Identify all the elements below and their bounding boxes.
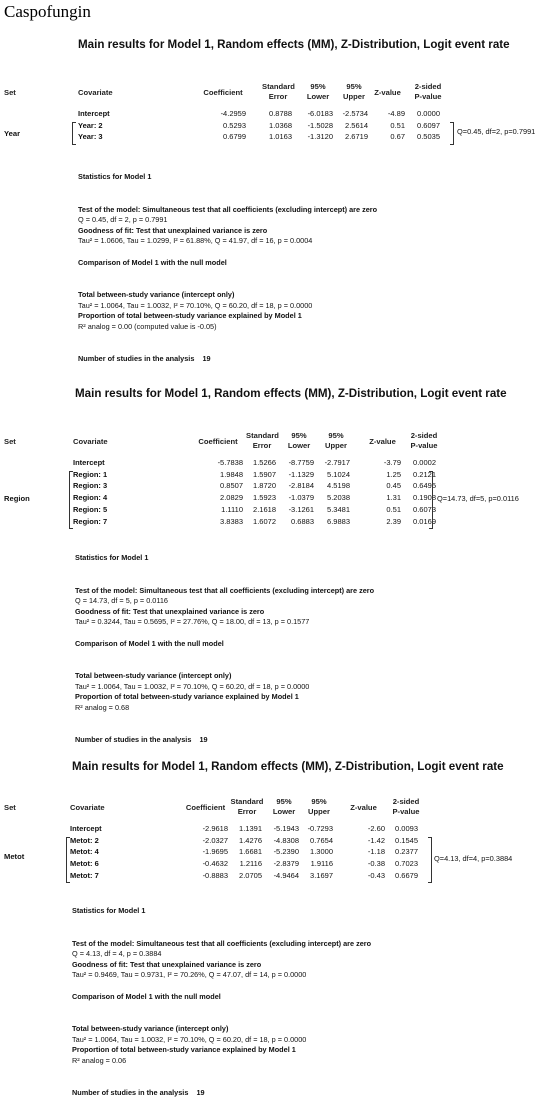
spacer [78,332,377,343]
header-standard-error-line1: Standard [262,82,295,91]
cell-covariate: Metot: 4 [70,847,99,857]
header-upper-95-line1: 95% [346,82,362,91]
header-p-value-line2: P-value [392,806,420,816]
test-value: Q = 14.73, df = 5, p = 0.0116 [75,596,168,605]
test-value: Q = 0.45, df = 2, p = 0.7991 [78,215,168,224]
cell-upper-95: 2.5614 [345,120,368,130]
cell-upper-95: 3.1697 [310,870,333,880]
gof-heading: Goodness of fit: Test that unexplained variance is zero [72,959,262,969]
cell-coefficient: 3.8383 [220,516,243,526]
spacer [78,183,377,194]
spacer [72,917,371,928]
table-row [0,824,550,834]
cell-p-value: 0.0000 [417,109,440,118]
cell-covariate: Metot: 2 [70,835,99,845]
cell-upper-95: -2.7917 [324,458,350,467]
header-coefficient: Coefficient [185,803,226,812]
q-test-note: Q=0.45, df=2, p=0.7991 [457,127,536,136]
header-covariate: Covariate [78,88,113,97]
total-variance-value: Tau² = 1.0064, Tau = 1.0032, I² = 70.10%, Q = 60.20, df = 18, p = 0.0000 [75,681,310,691]
cell-covariate: Year: 2 [78,120,103,130]
cell-upper-95: 1.9116 [310,859,333,869]
cell-standard-error: 1.6681 [239,847,262,857]
cell-upper-95: 6.9883 [327,516,350,526]
cell-p-value: 0.0002 [413,458,436,467]
header-covariate: Covariate [70,803,105,812]
header-lower-95-line1: 95% [276,797,292,806]
cell-coefficient: -1.9695 [202,847,228,857]
header-set: Set [4,803,16,812]
spacer [75,628,374,639]
comparison-heading: Comparison of Model 1 with the null model [72,991,221,1001]
cell-lower-95: -2.8184 [288,481,314,491]
cell-standard-error: 1.4276 [239,835,262,845]
studies-label: Number of studies in the analysis [75,735,192,744]
total-variance-heading: Total between-study variance (intercept only) [75,671,232,680]
header-upper-95-line2: Upper [325,440,347,450]
statistics-block [75,553,374,746]
r2-value: R² analog = 0.06 [72,1055,127,1065]
cell-p-value: 0.6097 [417,120,440,130]
proportion-heading: Proportion of total between-study variance explained by Model 1 [72,1045,296,1054]
cell-z-value: -1.18 [367,847,385,857]
table-row [0,109,550,119]
bracket-right [429,471,433,530]
cell-z-value: 2.39 [386,516,401,526]
cell-standard-error: 1.6072 [253,516,276,526]
cell-upper-95: -2.5734 [342,109,368,118]
studies-value: 19 [196,1088,205,1097]
header-standard-error [262,82,294,101]
cell-coefficient: 0.6799 [223,132,246,141]
cell-lower-95: -5.2390 [273,847,299,857]
spacer [78,343,377,354]
header-set: Set [4,437,16,446]
header-standard-error-line2: Error [268,91,288,101]
cell-covariate: Intercept [70,824,102,833]
cell-covariate: Metot: 6 [70,859,99,869]
cell-standard-error: 1.2116 [239,859,262,869]
bracket-left [72,122,76,145]
header-lower-95 [268,797,300,816]
total-variance-heading: Total between-study variance (intercept only) [78,290,235,299]
cell-standard-error: 1.0368 [269,120,292,130]
cell-p-value: 0.2377 [395,847,418,857]
gof-value: Tau² = 0.3244, Tau = 0.5695, I² = 27.76%, Q = 18.00, df = 13, p = 0.1577 [75,617,310,626]
cell-covariate: Intercept [73,458,105,467]
cell-upper-95: 0.7654 [310,835,333,845]
spacer [75,575,374,586]
header-lower-95-line2: Lower [287,440,311,450]
table-row [0,517,550,527]
header-lower-95-line1: 95% [291,431,307,440]
cell-standard-error: 1.5266 [253,458,276,467]
cell-p-value: 0.2121 [413,469,436,479]
header-standard-error-line2: Error [252,440,272,450]
cell-upper-95: 5.3481 [327,504,350,514]
bracket-right [450,122,454,145]
cell-lower-95: -8.7759 [288,458,314,467]
cell-p-value: 0.1908 [413,493,436,503]
total-variance-heading: Total between-study variance (intercept only) [72,1024,229,1033]
spacer [75,713,374,724]
table-row [0,481,550,491]
table-row [0,470,550,480]
cell-covariate: Intercept [78,109,110,118]
cell-coefficient: 0.5293 [223,120,246,130]
cell-lower-95: -1.5028 [307,120,333,130]
cell-covariate: Region: 5 [73,504,108,514]
cell-p-value: 0.0093 [395,824,418,833]
test-heading: Test of the model: Simultaneous test that all coefficients (excluding intercept) are zero [78,204,378,214]
cell-upper-95: 5.1024 [327,469,350,479]
cell-standard-error: 2.1618 [253,504,276,514]
cell-lower-95: -1.3120 [307,132,333,141]
studies-count [75,735,374,746]
header-upper-95 [303,797,335,816]
studies-value: 19 [202,354,211,363]
cell-z-value: -2.60 [367,824,385,833]
cell-upper-95: 1.3000 [310,847,333,857]
test-value: Q = 4.13, df = 4, p = 0.3884 [72,949,162,958]
cell-covariate: Region: 4 [73,493,108,503]
spacer [72,928,371,939]
gof-heading: Goodness of fit: Test that unexplained variance is zero [75,606,265,616]
stats-heading: Statistics for Model 1 [78,172,152,181]
header-p-value-line1: 2-sided [410,431,438,440]
r2-value: R² analog = 0.00 (computed value is -0.05) [78,321,217,331]
q-test-note: Q=14.73, df=5, p=0.0116 [437,493,519,503]
section-title: Main results for Model 1, Random effects (MM), Z-Distribution, Logit event rate [78,38,510,51]
bracket-left [66,837,70,884]
header-set: Set [4,88,16,97]
cell-coefficient: -2.9618 [202,824,228,833]
cell-upper-95: 4.5198 [327,481,350,491]
table-row [0,458,550,468]
cell-p-value: 0.1545 [395,835,418,845]
header-p-value-line2: P-value [410,440,438,450]
cell-covariate: Region: 7 [73,516,108,526]
total-variance-value: Tau² = 1.0064, Tau = 1.0032, I² = 70.10%, Q = 60.20, df = 18, p = 0.0000 [78,300,313,310]
bracket-right [428,837,432,884]
cell-coefficient: -0.4632 [202,859,228,869]
cell-lower-95: -1.0379 [288,493,314,503]
header-upper-95-line1: 95% [328,431,344,440]
header-p-value [406,431,442,450]
proportion-heading: Proportion of total between-study variance explained by Model 1 [78,311,302,320]
spacer [78,279,377,290]
cell-lower-95: -1.1329 [288,469,314,479]
cell-standard-error: 1.8720 [253,481,276,491]
header-coefficient: Coefficient [203,88,243,97]
header-p-value-line1: 2-sided [392,797,420,806]
cell-coefficient: -4.2959 [220,109,246,118]
cell-p-value: 0.5035 [417,132,440,141]
cell-coefficient: 0.8507 [220,481,243,491]
spacer [75,660,374,671]
cell-p-value: 0.6495 [413,481,436,491]
studies-label: Number of studies in the analysis [78,354,195,363]
cell-lower-95: 0.6883 [291,516,314,526]
header-lower-95 [302,82,334,101]
cell-covariate: Region: 3 [73,481,108,491]
spacer [78,268,377,279]
spacer [72,981,371,992]
header-standard-error [230,797,264,816]
cell-coefficient: -2.0327 [202,835,228,845]
spacer [75,649,374,660]
header-lower-95-line2: Lower [306,91,330,101]
header-lower-95-line2: Lower [272,806,296,816]
header-p-value [388,797,424,816]
header-p-value [410,82,446,101]
spacer [78,247,377,258]
cell-z-value: 0.67 [390,132,405,141]
cell-standard-error: 1.1391 [239,824,262,833]
header-lower-95-line1: 95% [310,82,326,91]
spacer [75,564,374,575]
cell-z-value: 1.25 [386,469,401,479]
header-z-value: Z-value [350,803,377,812]
bracket-left [69,471,73,530]
gof-value: Tau² = 1.0606, Tau = 1.0299, I² = 61.88%, Q = 41.97, df = 16, p = 0.0004 [78,236,313,245]
cell-upper-95: -0.7293 [307,824,333,833]
cell-p-value: 0.0169 [413,516,436,526]
studies-value: 19 [199,735,208,744]
cell-p-value: 0.6679 [395,870,418,880]
set-label: Metot [4,852,25,861]
studies-count [78,354,377,365]
header-upper-95-line2: Upper [343,91,365,101]
header-standard-error-line2: Error [237,806,257,816]
cell-covariate: Year: 3 [78,132,103,141]
header-p-value-line2: P-value [414,91,442,101]
cell-coefficient: -0.8883 [202,870,228,880]
cell-p-value: 0.6073 [413,504,436,514]
cell-lower-95: -6.0183 [307,109,333,118]
cell-z-value: -1.42 [367,835,385,845]
header-z-value: Z-value [374,88,401,97]
proportion-heading: Proportion of total between-study variance explained by Model 1 [75,692,299,701]
cell-upper-95: 2.6719 [345,132,368,141]
cell-z-value: 0.51 [390,120,405,130]
header-coefficient: Coefficient [198,437,238,446]
cell-lower-95: -4.9464 [273,870,299,880]
stats-heading: Statistics for Model 1 [72,906,146,915]
cell-coefficient: -5.7838 [217,458,243,467]
table-row [0,836,550,846]
q-test-note: Q=4.13, df=4, p=0.3884 [434,854,513,864]
cell-lower-95: -2.8379 [273,859,299,869]
spacer [72,1066,371,1077]
cell-z-value: -4.89 [387,109,405,118]
r2-value: R² analog = 0.68 [75,702,130,712]
cell-coefficient: 1.1110 [221,504,243,514]
cell-covariate: Metot: 7 [70,870,99,880]
spacer [72,1002,371,1013]
test-heading: Test of the model: Simultaneous test that all coefficients (excluding intercept) are zero [75,585,375,595]
header-p-value-line1: 2-sided [414,82,442,91]
section-title: Main results for Model 1, Random effects (MM), Z-Distribution, Logit event rate [72,760,504,773]
comparison-heading: Comparison of Model 1 with the null model [78,257,227,267]
cell-z-value: -0.38 [367,859,385,869]
total-variance-value: Tau² = 1.0064, Tau = 1.0032, I² = 70.10%, Q = 60.20, df = 18, p = 0.0000 [72,1034,307,1044]
studies-label: Number of studies in the analysis [72,1088,189,1097]
table-row [0,871,550,881]
statistics-block [78,172,377,365]
header-covariate: Covariate [73,437,108,446]
cell-z-value: 0.45 [386,481,401,491]
cell-z-value: -0.43 [367,870,385,880]
set-label: Region [4,494,30,503]
header-upper-95 [320,431,352,450]
comparison-heading: Comparison of Model 1 with the null model [75,638,224,648]
header-standard-error [246,431,278,450]
test-heading: Test of the model: Simultaneous test that all coefficients (excluding intercept) are zero [72,938,372,948]
cell-covariate: Region: 1 [73,469,108,479]
cell-standard-error: 2.0705 [239,870,262,880]
cell-lower-95: -5.1943 [273,824,299,833]
header-upper-95 [338,82,370,101]
cell-coefficient: 2.0829 [220,493,243,503]
gof-heading: Goodness of fit: Test that unexplained variance is zero [78,225,268,235]
header-lower-95 [283,431,315,450]
cell-lower-95: -3.1261 [288,504,314,514]
spacer [75,724,374,735]
cell-lower-95: -4.8308 [273,835,299,845]
spacer [78,194,377,205]
cell-standard-error: 1.0163 [269,132,292,141]
page-title: Caspofungin [4,2,91,21]
set-label: Year [4,129,21,138]
header-z-value: Z-value [369,437,396,446]
cell-p-value: 0.7023 [395,859,418,869]
cell-upper-95: 5.2038 [327,493,350,503]
table-row [0,505,550,515]
cell-standard-error: 1.5923 [253,493,276,503]
spacer [72,1013,371,1024]
header-upper-95-line1: 95% [311,797,327,806]
section-title: Main results for Model 1, Random effects (MM), Z-Distribution, Logit event rate [75,387,507,400]
header-standard-error-line1: Standard [230,797,264,806]
cell-standard-error: 1.5907 [253,469,276,479]
cell-z-value: 0.51 [386,504,401,514]
statistics-block [72,906,371,1099]
header-standard-error-line1: Standard [246,431,279,440]
gof-value: Tau² = 0.9469, Tau = 0.9731, I² = 70.26%, Q = 47.07, df = 14, p = 0.0000 [72,970,307,979]
cell-coefficient: 1.9848 [220,469,243,479]
stats-heading: Statistics for Model 1 [75,553,149,562]
cell-standard-error: 0.8788 [269,109,292,118]
header-upper-95-line2: Upper [308,806,330,816]
cell-z-value: -3.79 [383,458,401,467]
studies-count [72,1088,371,1099]
cell-z-value: 1.31 [386,493,401,503]
